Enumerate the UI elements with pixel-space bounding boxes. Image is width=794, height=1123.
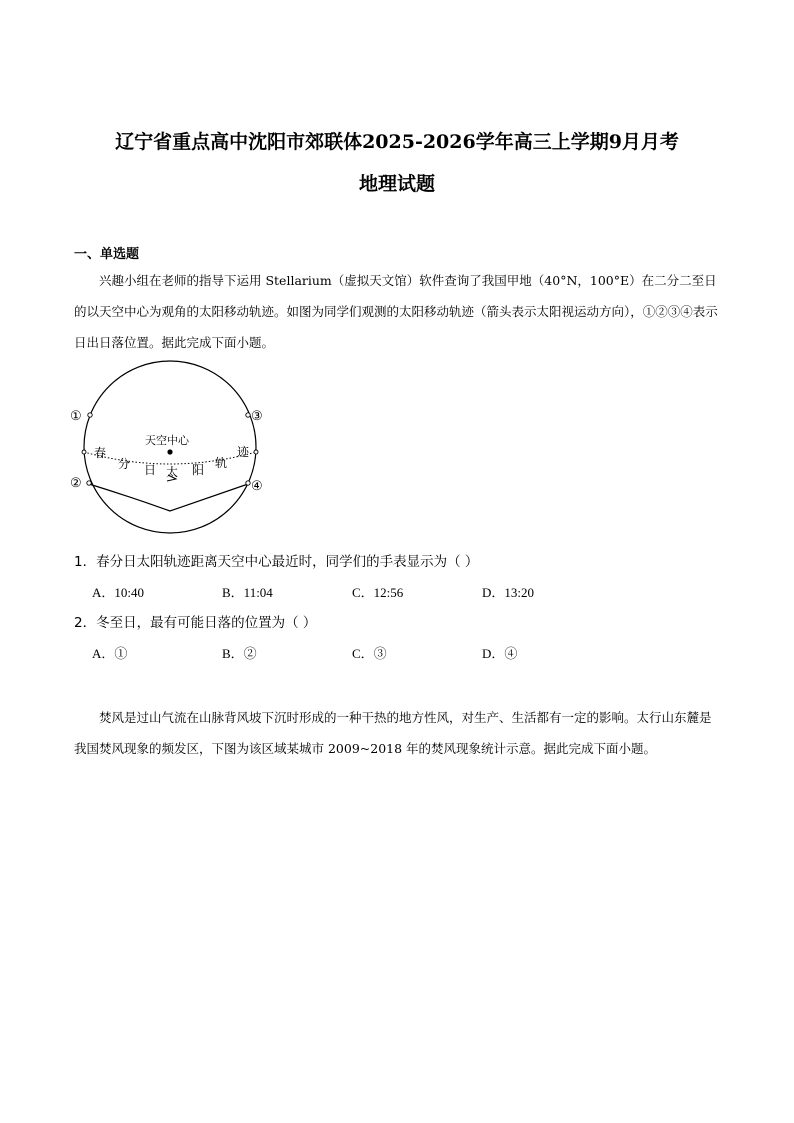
sky-center-label: 天空中心 <box>145 434 189 447</box>
track-char-3: 日 <box>144 463 157 477</box>
passage-2: 焚风是过山气流在山脉背风坡下沉时形成的一种干热的地方性风，对生产、生活都有一定的影响。太行山东麓是我国焚风现象的频发区，下图为该区域某城市 2009~2018 年的焚风现象统计示意。据此完成下面小题。 <box>74 710 712 756</box>
q1-option-c: C．12:56 <box>352 585 404 600</box>
track-char-4: 太 <box>166 465 179 479</box>
marker-4-label: ④ <box>251 479 263 494</box>
track-char-1: 春 <box>94 446 107 460</box>
passage-1: 兴趣小组在老师的指导下运用 Stellarium（虚拟天文馆）软件查询了我国甲地（40°N，100°E）在二分二至日的以天空中心为观角的太阳移动轨迹。如图为同学们观测的太阳移动轨迹（箭头表示太阳视运动方向），①②③④表示日出日落位置。据此完成下面小题。 <box>74 273 718 350</box>
q2-option-b: B．② <box>222 646 257 661</box>
equinox-left-point <box>82 450 86 454</box>
track-char-5: 阳 <box>192 463 205 477</box>
marker-1-point <box>88 413 92 417</box>
marker-1-label: ① <box>70 409 82 424</box>
sky-center-dot <box>167 449 172 454</box>
marker-3-label: ③ <box>251 409 263 424</box>
q1-option-b: B．11:04 <box>222 585 273 600</box>
marker-2-point <box>87 481 91 485</box>
q1-option-a: A．10:40 <box>92 585 145 600</box>
track-char-6: 轨 <box>215 456 228 470</box>
equinox-right-point <box>254 450 258 454</box>
solid-track <box>89 484 248 511</box>
sky-dome-circle <box>84 361 256 533</box>
page-title-line2: 地理试题 <box>358 173 435 195</box>
q1-option-d: D．13:20 <box>482 585 535 600</box>
marker-4-point <box>246 481 250 485</box>
page-title-line1: 辽宁省重点高中沈阳市郊联体2025-2026学年高三上学期9月月考 <box>115 131 679 153</box>
sun-path-diagram <box>68 358 268 540</box>
question-2-options <box>92 643 612 662</box>
marker-2-label: ② <box>70 476 82 491</box>
track-char-7: 迹 <box>237 445 250 459</box>
track-char-2: 分 <box>118 457 131 471</box>
question-2-stem: 2．冬至日，最有可能日落的位置为（ ） <box>74 615 317 631</box>
question-1-stem: 1．春分日太阳轨迹距离天空中心最近时，同学们的手表显示为（ ） <box>74 554 479 570</box>
marker-3-point <box>246 413 250 417</box>
q2-option-a: A．① <box>92 646 128 661</box>
question-1-options <box>92 582 612 601</box>
q2-option-c: C．③ <box>352 646 387 661</box>
section-heading: 一、单选题 <box>74 247 140 262</box>
q2-option-d: D．④ <box>482 646 518 661</box>
